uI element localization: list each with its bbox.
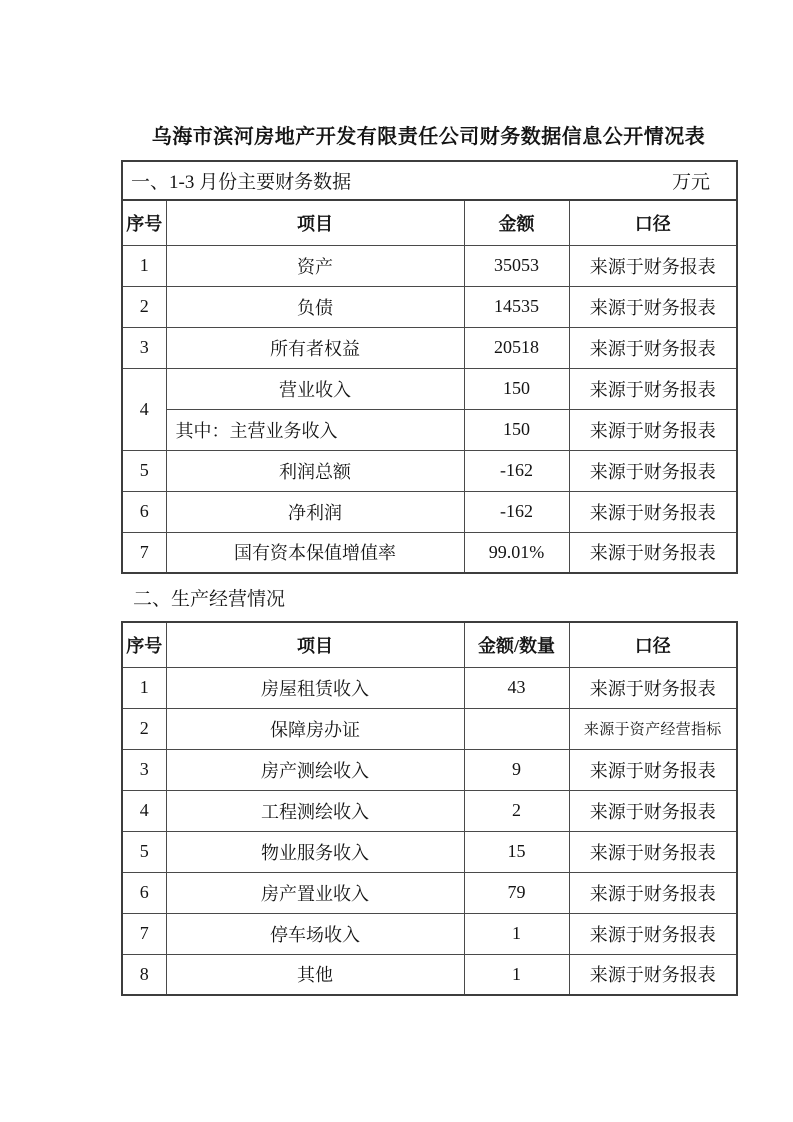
document-title: 乌海市滨河房地产开发有限责任公司财务数据信息公开情况表: [151, 126, 706, 148]
serial-cell: 4: [122, 790, 166, 831]
serial-cell: 2: [122, 286, 166, 327]
section2-heading: 二、生产经营情况: [133, 589, 286, 610]
operations-table: [121, 621, 738, 996]
table-row: [122, 749, 737, 790]
col-header-source: 口径: [569, 200, 737, 245]
item-cell: 房屋租赁收入: [166, 667, 464, 708]
table-row: [122, 409, 737, 450]
item-cell: 负债: [166, 286, 464, 327]
source-cell: 来源于财务报表: [569, 245, 737, 286]
amount-cell: 14535: [464, 286, 569, 327]
item-cell: 房产测绘收入: [166, 749, 464, 790]
col-header-source: 口径: [569, 622, 737, 667]
col-header-amount-qty: 金额/数量: [464, 622, 569, 667]
source-cell: 来源于财务报表: [569, 831, 737, 872]
table-row: [122, 831, 737, 872]
table-row: [122, 491, 737, 532]
amount-cell: 99.01%: [464, 532, 569, 573]
item-cell: 营业收入: [166, 368, 464, 409]
table-row: [122, 790, 737, 831]
serial-cell: 8: [122, 954, 166, 995]
source-cell: 来源于财务报表: [569, 532, 737, 573]
document-content: [121, 126, 736, 996]
item-cell: 净利润: [166, 491, 464, 532]
col-header-serial: 序号: [122, 622, 166, 667]
serial-cell: 3: [122, 749, 166, 790]
source-cell: 来源于财务报表: [569, 327, 737, 368]
unit-label: 万元: [672, 172, 711, 193]
source-cell: 来源于财务报表: [569, 368, 737, 409]
item-cell: 资产: [166, 245, 464, 286]
amount-cell: 15: [464, 831, 569, 872]
item-cell: 停车场收入: [166, 913, 464, 954]
amount-cell: 43: [464, 667, 569, 708]
source-cell: 来源于财务报表: [569, 286, 737, 327]
amount-cell: 150: [464, 368, 569, 409]
amount-cell: [464, 708, 569, 749]
source-cell: 来源于财务报表: [569, 913, 737, 954]
table-row: [122, 245, 737, 286]
section1-heading: 一、1-3 月份主要财务数据: [131, 172, 352, 193]
item-cell: 保障房办证: [166, 708, 464, 749]
item-cell: 其他: [166, 954, 464, 995]
table-row: [122, 913, 737, 954]
table-row: [122, 368, 737, 409]
item-cell: 国有资本保值增值率: [166, 532, 464, 573]
source-cell: 来源于财务报表: [569, 790, 737, 831]
table-row: [122, 872, 737, 913]
amount-cell: 2: [464, 790, 569, 831]
amount-cell: 150: [464, 409, 569, 450]
serial-cell: 5: [122, 450, 166, 491]
source-cell: 来源于财务报表: [569, 667, 737, 708]
table-row: [122, 450, 737, 491]
amount-cell: -162: [464, 491, 569, 532]
serial-cell: 3: [122, 327, 166, 368]
table-row: [122, 954, 737, 995]
amount-cell: 35053: [464, 245, 569, 286]
serial-cell: 1: [122, 245, 166, 286]
serial-cell-merged: 4: [122, 368, 166, 450]
amount-cell: -162: [464, 450, 569, 491]
serial-cell: 6: [122, 491, 166, 532]
serial-cell: 5: [122, 831, 166, 872]
serial-cell: 7: [122, 913, 166, 954]
item-cell-sub: 其中：主营业务收入: [166, 409, 464, 450]
amount-cell: 20518: [464, 327, 569, 368]
section1-title-row: [122, 161, 737, 200]
table2-header-row: [122, 622, 737, 667]
item-cell: 物业服务收入: [166, 831, 464, 872]
source-cell: 来源于财务报表: [569, 872, 737, 913]
table-row: [122, 708, 737, 749]
table-row: [122, 286, 737, 327]
table1-header-row: [122, 200, 737, 245]
serial-cell: 1: [122, 667, 166, 708]
source-cell: 来源于财务报表: [569, 491, 737, 532]
amount-cell: 1: [464, 954, 569, 995]
amount-cell: 79: [464, 872, 569, 913]
col-header-item: 项目: [166, 200, 464, 245]
serial-cell: 6: [122, 872, 166, 913]
col-header-item: 项目: [166, 622, 464, 667]
amount-cell: 1: [464, 913, 569, 954]
serial-cell: 2: [122, 708, 166, 749]
col-header-amount: 金额: [464, 200, 569, 245]
amount-cell: 9: [464, 749, 569, 790]
source-cell: 来源于财务报表: [569, 409, 737, 450]
table-row: [122, 667, 737, 708]
table-row: [122, 532, 737, 573]
item-cell: 房产置业收入: [166, 872, 464, 913]
source-cell: 来源于财务报表: [569, 954, 737, 995]
source-cell: 来源于资产经营指标: [569, 708, 737, 749]
item-cell: 工程测绘收入: [166, 790, 464, 831]
item-cell: 所有者权益: [166, 327, 464, 368]
item-cell: 利润总额: [166, 450, 464, 491]
financial-data-table: [121, 160, 738, 574]
table-row: [122, 327, 737, 368]
source-cell: 来源于财务报表: [569, 749, 737, 790]
serial-cell: 7: [122, 532, 166, 573]
source-cell: 来源于财务报表: [569, 450, 737, 491]
col-header-serial: 序号: [122, 200, 166, 245]
